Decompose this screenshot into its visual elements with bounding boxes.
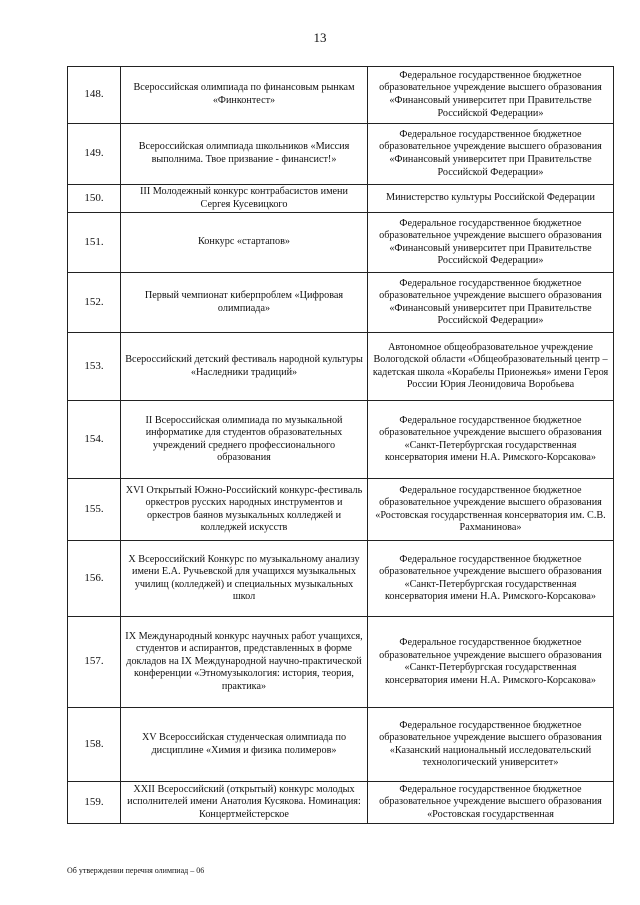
table-row <box>68 67 614 124</box>
olympiad-name: Всероссийская олимпиада по финансовым рынкам «Финконтест» <box>121 67 368 124</box>
olympiad-table <box>67 66 614 824</box>
row-number: 158. <box>68 708 121 782</box>
table-row <box>68 401 614 479</box>
olympiad-name: XV Всероссийская студенческая олимпиада по дисциплине «Химия и физика полимеров» <box>121 708 368 782</box>
organizer-name: Федеральное государственное бюджетное образовательное учреждение высшего образования «Казанский национальный исследовательский технологический университет» <box>368 708 614 782</box>
organizer-name: Федеральное государственное бюджетное образовательное учреждение высшего образования «Финансовый университет при Правительстве Российской Федерации» <box>368 67 614 124</box>
row-number: 155. <box>68 479 121 541</box>
table-row <box>68 333 614 401</box>
olympiad-name: Всероссийская олимпиада школьников «Миссия выполнима. Твое призвание - финансист!» <box>121 124 368 185</box>
olympiad-name: II Всероссийская олимпиада по музыкальной информатике для студентов образовательных учреждений среднего профессионального образования <box>121 401 368 479</box>
organizer-name: Федеральное государственное бюджетное образовательное учреждение высшего образования «Финансовый университет при Правительстве Российской Федерации» <box>368 213 614 273</box>
olympiad-name: X Всероссийский Конкурс по музыкальному анализу имени Е.А. Ручьевской для учащихся музыкальных училищ (колледжей) и специальных музыкальных школ <box>121 541 368 617</box>
table-row <box>68 213 614 273</box>
row-number: 152. <box>68 273 121 333</box>
table-row <box>68 782 614 824</box>
table-row <box>68 185 614 213</box>
row-number: 151. <box>68 213 121 273</box>
row-number: 157. <box>68 617 121 708</box>
olympiad-name: Первый чемпионат киберпроблем «Цифровая олимпиада» <box>121 273 368 333</box>
table-body <box>68 67 614 824</box>
organizer-name: Федеральное государственное бюджетное образовательное учреждение высшего образования «Санкт-Петербургская государственная консерватория имени Н.А. Римского-Корсакова» <box>368 401 614 479</box>
row-number: 159. <box>68 782 121 824</box>
olympiad-name: IX Международный конкурс научных работ учащихся, студентов и аспирантов, представленных в форме докладов на IX Международной научно-практической конференции «Этномузыкология: история, теория, практика» <box>121 617 368 708</box>
row-number: 148. <box>68 67 121 124</box>
olympiad-name: XXII Всероссийский (открытый) конкурс молодых исполнителей имени Анатолия Кусякова. Номинация: Концертмейстерское <box>121 782 368 824</box>
table-row <box>68 617 614 708</box>
table-row <box>68 541 614 617</box>
table-row <box>68 124 614 185</box>
olympiad-name: III Молодежный конкурс контрабасистов имени Сергея Кусевицкого <box>121 185 368 213</box>
row-number: 149. <box>68 124 121 185</box>
table-row <box>68 708 614 782</box>
organizer-name: Федеральное государственное бюджетное образовательное учреждение высшего образования «Санкт-Петербургская государственная консерватория имени Н.А. Римского-Корсакова» <box>368 541 614 617</box>
row-number: 153. <box>68 333 121 401</box>
organizer-name: Автономное общеобразовательное учреждение Вологодской области «Общеобразовательный центр – кадетская школа «Корабелы Прионежья» имени Героя России Юрия Леонидовича Воробьева <box>368 333 614 401</box>
organizer-name: Федеральное государственное бюджетное образовательное учреждение высшего образования «Финансовый университет при Правительстве Российской Федерации» <box>368 273 614 333</box>
row-number: 154. <box>68 401 121 479</box>
organizer-name: Федеральное государственное бюджетное образовательное учреждение высшего образования «Ростовская государственная консерватория им. С.В. Рахманинова» <box>368 479 614 541</box>
olympiad-name: XVI Открытый Южно-Российский конкурс-фестиваль оркестров русских народных инструментов и оркестров баянов музыкальных колледжей и колледжей искусств <box>121 479 368 541</box>
olympiad-name: Конкурс «стартапов» <box>121 213 368 273</box>
organizer-name: Федеральное государственное бюджетное образовательное учреждение высшего образования «Финансовый университет при Правительстве Российской Федерации» <box>368 124 614 185</box>
organizer-name: Министерство культуры Российской Федерации <box>368 185 614 213</box>
row-number: 156. <box>68 541 121 617</box>
footer-note: Об утверждении перечня олимпиад – 06 <box>67 866 205 875</box>
olympiad-name: Всероссийский детский фестиваль народной культуры «Наследники традиций» <box>121 333 368 401</box>
table-row <box>68 273 614 333</box>
organizer-name: Федеральное государственное бюджетное образовательное учреждение высшего образования «Санкт-Петербургская государственная консерватория имени Н.А. Римского-Корсакова» <box>368 617 614 708</box>
page-number: 13 <box>313 30 327 45</box>
row-number: 150. <box>68 185 121 213</box>
table-row <box>68 479 614 541</box>
organizer-name: Федеральное государственное бюджетное образовательное учреждение высшего образования «Ростовская государственная <box>368 782 614 824</box>
